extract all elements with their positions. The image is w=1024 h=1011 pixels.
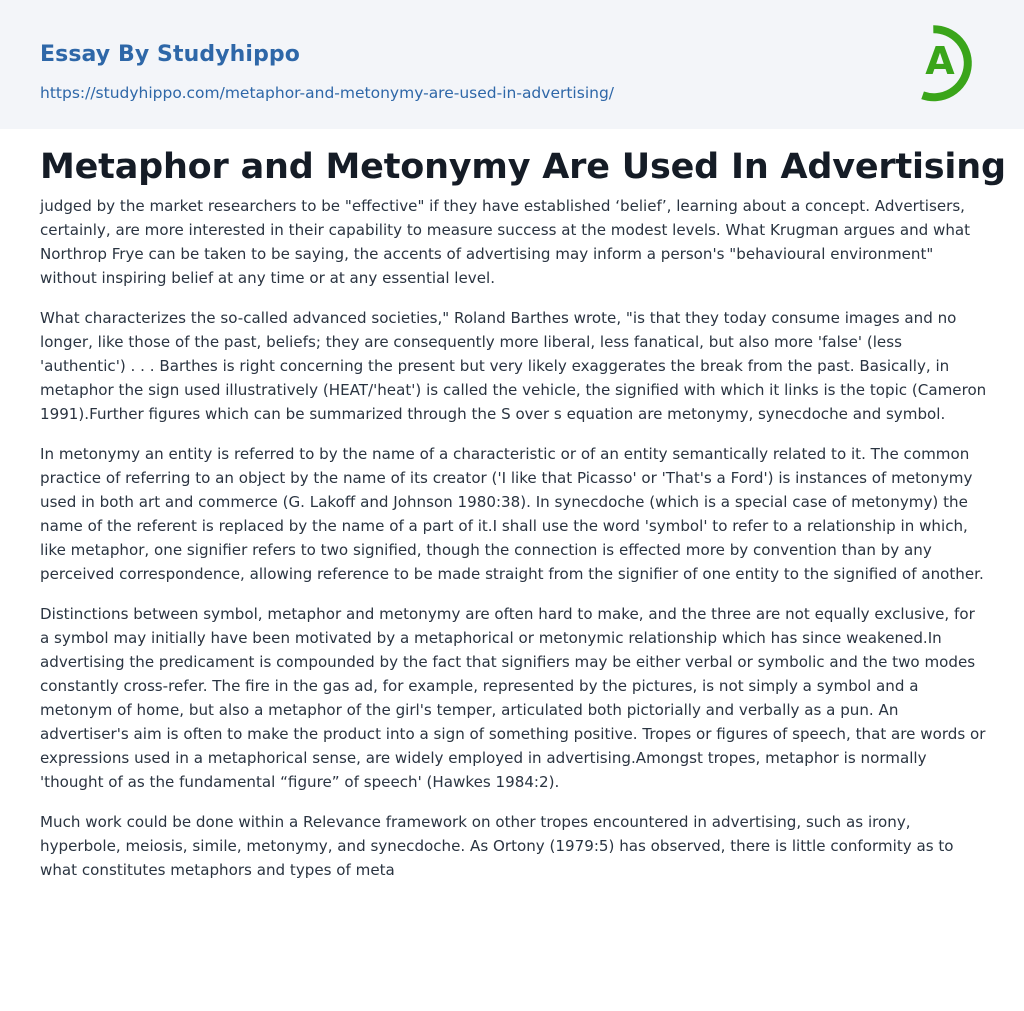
studyhippo-logo-icon[interactable] xyxy=(910,19,988,107)
paragraph: In metonymy an entity is referred to by the name of a characteristic or of an entity semantically related to it. The common practice of referring to an object by the name of its creator ('I like that Picasso' or 'That's a Ford') is instances of metonymy used in both art and commerce (G. Lakoff and Johnson 1980:38). In synecdoche (which is a special case of metonymy) the name of the referent is replaced by the name of a part of it.I shall use the word 'symbol' to refer to a relationship in which, like metaphor, one signifier refers to two signified, though the connection is effected more by convention than by any perceived correspondence, allowing reference to be made straight from the signifier of one entity to the signified of another. xyxy=(40,445,984,583)
source-url-link[interactable]: https://studyhippo.com/metaphor-and-metonymy-are-used-in-advertising/ xyxy=(40,84,615,102)
paragraph: What characterizes the so-called advanced societies," Roland Barthes wrote, "is that they today consume images and no longer, like those of the past, beliefs; they are consequently more liberal, less fanatical, but also more 'false' (less 'authentic') . . . Barthes is right concerning the present but very likely exaggerates the break from the past. Basically, in metaphor the sign used illustratively (HEAT/'heat') is called the vehicle, the signified with which it links is the topic (Cameron 1991).Further figures which can be summarized through the S over s equation are metonymy, synecdoche and symbol. xyxy=(40,309,987,423)
paragraph: Distinctions between symbol, metaphor and metonymy are often hard to make, and the three are not equally exclusive, for a symbol may initially have been motivated by a metaphorical or metonymic relationship which has since weakened.In advertising the predicament is compounded by the fact that signifiers may be either verbal or symbolic and the two modes constantly cross-refer. The fire in the gas ad, for example, represented by the pictures, is not simply a symbol and a metonym of home, but also a metaphor of the girl's temper, articulated both pictorially and verbally as a pun. An advertiser's aim is often to make the product into a sign of something positive. Tropes or figures of speech, that are words or expressions used in a metaphorical sense, are widely employed in advertising.Amongst tropes, metaphor is normally 'thought of as the fundamental “figure” of speech' (Hawkes 1984:2). xyxy=(40,605,986,791)
paragraph: judged by the market researchers to be "effective" if they have established ‘belief’, learning about a concept. Advertisers, certainly, are more interested in their capability to measure success at the modest levels. What Krugman argues and what Northrop Frye can be taken to be saying, the accents of advertising may inform a person's "behavioural environment" without inspiring belief at any time or at any essential level. xyxy=(40,197,971,287)
page-title: Metaphor and Metonymy Are Used In Advertising xyxy=(40,147,1006,187)
essay-body xyxy=(40,194,988,898)
brand-title[interactable]: Essay By Studyhippo xyxy=(40,42,300,67)
paragraph: Much work could be done within a Relevance framework on other tropes encountered in advertising, such as irony, hyperbole, meiosis, simile, metonymy, and synecdoche. As Ortony (1979:5) has observed, there is little conformity as to what constitutes metaphors and types of meta xyxy=(40,813,954,879)
logo-letter: A xyxy=(925,39,955,83)
site-header xyxy=(0,0,1024,129)
